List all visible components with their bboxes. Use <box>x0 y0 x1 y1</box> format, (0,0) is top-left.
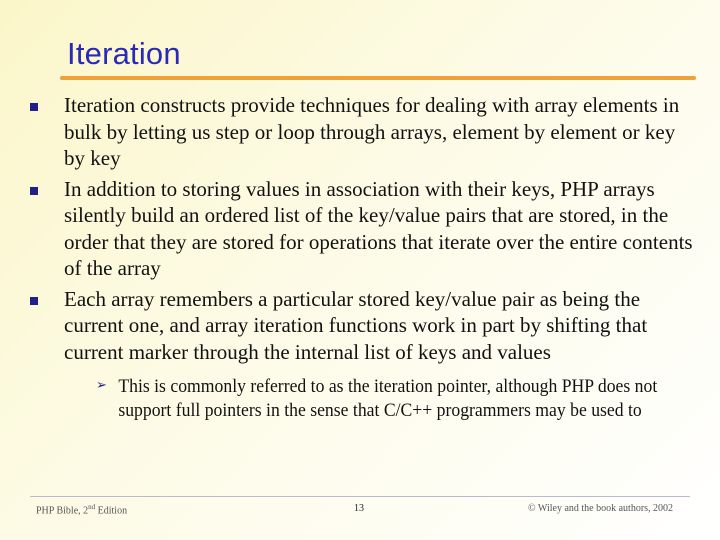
footer-divider <box>30 496 690 497</box>
bullet-text: In addition to storing values in association with their keys, PHP arrays silently build an ordered list of the key/value pairs that are stored, in the order that they are stored for operations that iterate over the entire contents of the array <box>64 176 693 280</box>
slide-title: Iteration <box>67 36 181 71</box>
title-underline <box>60 76 696 80</box>
footer-page-number: 13 <box>354 503 364 514</box>
square-bullet-icon <box>30 187 38 195</box>
sub-bullet-item <box>96 375 668 423</box>
bullet-item <box>24 176 696 282</box>
bullet-item <box>24 286 696 366</box>
bullet-item <box>24 92 696 172</box>
square-bullet-icon <box>30 103 38 111</box>
footer-book-title-suffix: Edition <box>95 505 128 517</box>
arrow-bullet-icon: ➢ <box>96 378 107 393</box>
footer-copyright: © Wiley and the book authors, 2002 <box>528 503 674 514</box>
bullet-list <box>24 92 696 423</box>
bullet-text: Each array remembers a particular stored key/value pair as being the current one, and array iteration functions work in part by shifting that current marker through the internal list of keys and values <box>64 286 648 364</box>
bullet-text: Iteration constructs provide techniques for dealing with array elements in bulk by letting us step or loop through arrays, element by element or key by key <box>64 93 680 170</box>
footer-book-title <box>36 503 127 516</box>
square-bullet-icon <box>30 297 38 305</box>
footer-edition-sup: nd <box>88 503 96 511</box>
footer-book-title-prefix: PHP Bible, 2 <box>36 505 89 517</box>
sub-bullet-text: This is commonly referred to as the iteration pointer, although PHP does not support full pointers in the sense that C/C++ programmers may be used to <box>118 376 658 421</box>
